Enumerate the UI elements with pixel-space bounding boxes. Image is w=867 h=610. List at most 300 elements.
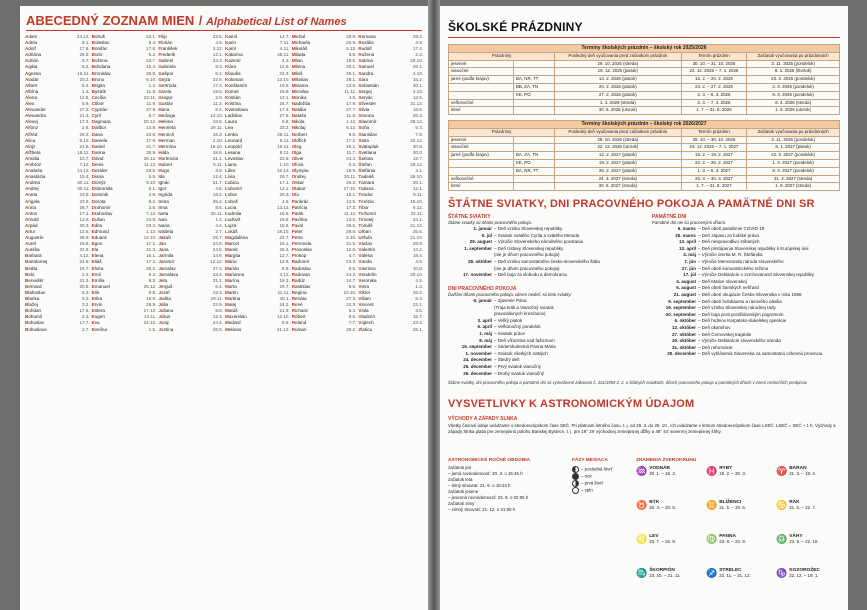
- name: Arnold: [25, 216, 39, 222]
- holiday-name: – Deň vzniku Slovenskej republiky: [494, 226, 563, 231]
- table-cell: [514, 136, 555, 144]
- name: Petronela: [291, 241, 312, 247]
- name-day: 4.5.: [215, 40, 224, 46]
- name: Eva: [91, 320, 100, 326]
- zodiac-dates: 23. 8. – 22. 9.: [719, 539, 747, 545]
- table-title: Termíny školských prázdnin – školský rok 2026/2027: [449, 121, 840, 129]
- name-day: 23.3.: [279, 125, 290, 131]
- name-day: 28.2.: [412, 34, 424, 39]
- name-day: 13.1.: [279, 94, 290, 100]
- name: Júlia: [158, 302, 169, 308]
- name: Bronislav: [91, 70, 111, 76]
- name: Hana: [158, 107, 170, 113]
- name-day: 3.10.: [346, 235, 357, 241]
- name: Natália: [291, 107, 306, 113]
- astro-paragraph: Všetky časové údaje uvádzame v stredoeurópskom čase SEČ. Pri platnosti letného času, t. j. od 29. 3. do 25. 10., ich uvádzame v letnom stredoeurópskom čase LSEČ. LSEČ = SEČ + 1 h. Východy a západy Slnka platia pre zemepisnú polohu Banskej Bystrice, t. j. pre 19° 19' východnej zemepisnej dĺžky a 48° 44' severnej zemepisnej šírky.: [448, 423, 836, 434]
- name-day: 19.3.: [212, 289, 224, 295]
- holidays-table-2025: [448, 44, 840, 115]
- name: František: [158, 46, 178, 52]
- name: Ivan: [158, 216, 168, 222]
- name: Ignác: [158, 180, 170, 186]
- name-day: 3.12.: [279, 271, 290, 277]
- name: Ľudovít: [225, 216, 241, 222]
- zodiac-icon: ♑: [776, 568, 788, 578]
- name: Ctibor: [91, 101, 104, 107]
- name-day: 16.1.: [279, 241, 290, 247]
- zodiac-dates: 21. 5. – 20. 6.: [719, 505, 747, 511]
- name-day: 5.3.: [82, 289, 90, 295]
- name: Rudolf: [358, 46, 372, 52]
- name-day: 18.6.: [346, 58, 357, 64]
- name: Blažej: [25, 302, 38, 308]
- table-row: [449, 167, 840, 175]
- name: Anastázia: [25, 174, 46, 180]
- table-cell: [514, 183, 555, 191]
- zodiac-sign: [636, 534, 694, 545]
- name-day: 2.8.: [82, 125, 90, 131]
- name: Tomáš: [358, 222, 373, 228]
- name: Liana: [225, 161, 237, 167]
- holiday-date: 12. október: [671, 324, 696, 330]
- zodiac-dates: 20. 1. – 18. 2.: [649, 471, 677, 477]
- name-day: 29.1.: [346, 76, 357, 82]
- column-header: Prázdniny: [449, 52, 555, 60]
- name: Irma: [158, 204, 168, 210]
- name-day: 16.3.: [212, 131, 224, 137]
- name-day: 27.7.: [346, 107, 357, 113]
- name-day: 30.11.: [343, 174, 357, 180]
- zodiac-sign: [776, 466, 834, 477]
- name: Slavomír: [358, 119, 377, 125]
- table-cell: 1. 9. 2027 (streda): [747, 183, 840, 191]
- holiday-row: [448, 305, 648, 312]
- name: Monika: [291, 94, 307, 100]
- table-cell: 2. 3. – 6. 3. 2026: [681, 91, 747, 99]
- table-cell: 1. 7. – 31. 8. 2026: [681, 107, 747, 115]
- name: Bohdan: [25, 308, 42, 314]
- name-day: 23.6.: [79, 192, 90, 198]
- table-cell: [514, 144, 555, 152]
- name: Lujza: [225, 222, 237, 228]
- name-day: 24.12.: [143, 320, 157, 326]
- name-day: 29.3.: [79, 222, 90, 228]
- zodiac-icon: ♏: [636, 568, 648, 578]
- name-day: 8.3.: [215, 64, 224, 70]
- name: Maximilián: [225, 314, 247, 320]
- name-day: 27.4.: [212, 265, 224, 271]
- holiday-date: 30. december: [667, 351, 696, 357]
- zodiac-dates: 21. 3. – 19. 4.: [789, 471, 817, 477]
- name-day: 24.3.: [212, 58, 224, 64]
- name-day: 27.6.: [279, 113, 290, 119]
- holiday-name: – Veľký piatok: [494, 317, 523, 323]
- name: Štefánia: [358, 168, 376, 174]
- name-day: 16.7.: [79, 265, 90, 271]
- name: Eliáš: [91, 259, 102, 265]
- moon-phase-label: – prvá štvrť: [581, 480, 604, 486]
- name-day: 13.12.: [276, 204, 290, 210]
- name: Katarína: [225, 52, 243, 58]
- name: Bohuslav: [25, 320, 45, 326]
- name-day: 3.3.: [82, 314, 90, 320]
- name: Božena: [91, 58, 108, 64]
- name: Estera: [91, 308, 105, 314]
- table-cell: 30. 6. 2026 (utorok): [555, 107, 682, 115]
- name-day: 19.5.: [279, 82, 290, 88]
- holiday-name: – Deň vzniku Slovenskej národnej rady: [698, 305, 776, 311]
- zodiac-icon: ♌: [636, 534, 648, 544]
- memorial-days-list: [652, 226, 846, 358]
- name: Tibor: [358, 204, 369, 210]
- name-day: 8.6.: [348, 314, 357, 320]
- name: Anabela: [25, 168, 43, 174]
- name-day: 4.2.: [415, 277, 424, 283]
- name: Herman: [158, 137, 175, 143]
- name: Margita: [225, 253, 241, 259]
- name: Július: [158, 314, 171, 320]
- holiday-date: 28. október: [467, 258, 492, 264]
- right-page: [440, 6, 848, 610]
- name: Patrícia: [291, 204, 308, 210]
- table-cell: 1. 3. 2027 (pondelok): [747, 159, 840, 167]
- name-day: 7.12.: [79, 161, 90, 167]
- holiday-date: 13. apríl: [678, 245, 696, 251]
- name-day: 22.1.: [412, 302, 424, 308]
- name: Sandra: [358, 70, 374, 76]
- name: Milan: [291, 58, 303, 64]
- table-cell: letné: [449, 107, 514, 115]
- name: Alexej: [25, 119, 38, 125]
- name: Emanuel: [91, 283, 110, 289]
- table-cell: 1. 4. 2026 (streda): [555, 99, 682, 107]
- name-day: 19.8.: [279, 216, 290, 222]
- name: Emília: [91, 277, 105, 283]
- holiday-name: – Deň obetí komunistického režimu: [698, 265, 769, 271]
- zodiac-name: ŠKORPIÓN: [649, 568, 675, 573]
- name-day: 31.12.: [410, 101, 424, 107]
- name: Miroslav: [291, 88, 309, 94]
- name-day: 21.10.: [410, 235, 424, 241]
- name: Ľudmila: [225, 210, 242, 216]
- name: Otakar: [291, 186, 306, 192]
- name-day: 7.5.: [415, 131, 424, 137]
- name-day: 28.11.: [210, 125, 224, 131]
- column-header: Termín prázdnin: [681, 128, 747, 136]
- zodiac-dates: 23. 10. – 21. 11.: [649, 573, 681, 579]
- name: Lívia: [225, 174, 235, 180]
- table-row: [449, 76, 840, 84]
- name: Brigita: [91, 82, 105, 88]
- name-day: 5.3.: [415, 125, 424, 131]
- name-day: 9.8.: [215, 308, 224, 314]
- moon-phase-row: [572, 466, 632, 473]
- name-day: 24.1.: [412, 216, 424, 222]
- name-day: 23.3.: [279, 70, 290, 76]
- name-day: 29.1.: [412, 64, 424, 70]
- name-day: 1.12.: [146, 229, 157, 234]
- name-day: 30.11.: [77, 186, 90, 192]
- holiday-name: – Deň boja proti protižidovským pogromom: [698, 311, 784, 317]
- moon-phase-row: [572, 487, 632, 494]
- name: Bruno: [91, 76, 105, 82]
- name-day: 24.6.: [212, 241, 224, 247]
- name: Henrich: [158, 131, 175, 137]
- table-cell: 23. 2. 2026 (pondelok): [747, 76, 840, 84]
- name: Diana: [91, 174, 104, 180]
- name-day: 8.3.: [415, 296, 424, 302]
- name: Edmund: [91, 229, 109, 234]
- name-day: 17.4.: [412, 46, 424, 52]
- name-day: 13.11.: [143, 314, 157, 320]
- name-day: 9.9.: [148, 289, 157, 295]
- name: Vanda: [358, 259, 372, 265]
- name: Milena: [291, 64, 306, 70]
- memorial-sub: Pamätné dni nie sú pracovnými dňami.: [652, 220, 727, 225]
- table-cell: 22. 2. 2027 (pondelok): [747, 152, 840, 160]
- name-day: 24.2.: [279, 302, 290, 308]
- table-cell: 30. 10. – 31. 10. 2025: [681, 60, 747, 68]
- name-day: 17.6.: [79, 308, 90, 314]
- name-day: 1.4.: [415, 283, 424, 289]
- holiday-row: [448, 371, 648, 378]
- name: Magdaléna: [225, 235, 248, 241]
- name-day: 11.7.: [346, 149, 357, 155]
- name: Kristián: [225, 94, 241, 100]
- table-cell: 8. 1. 2026 (štvrtok): [747, 68, 840, 76]
- name: Gabriela: [158, 64, 176, 70]
- holiday-row: [652, 259, 846, 266]
- table-cell: 9. 3. 2026 (pondelok): [747, 91, 840, 99]
- table-row: [449, 107, 840, 115]
- name: Rozália: [358, 40, 374, 46]
- name-day: 26.7.: [279, 174, 290, 180]
- table-cell: jesenné: [449, 60, 514, 68]
- name: Alexander: [25, 107, 46, 113]
- name-day: 25.4.: [279, 247, 290, 253]
- name-day: 8.11.: [279, 149, 290, 155]
- name-day: 13.6.: [79, 216, 90, 222]
- table-cell: 2. 11. 2026 (pondelok): [747, 136, 840, 144]
- name: Vavrinec: [358, 265, 377, 271]
- column-header: Prázdniny: [449, 128, 555, 136]
- name: Vincent: [358, 302, 374, 308]
- state-holidays-title: ŠTÁTNE SVIATKY, DNI PRACOVNÉHO POKOJA A PAMÄTNÉ DNI SR: [448, 198, 815, 210]
- holiday-row: [652, 351, 846, 358]
- holiday-name: – Deň vyhlásenia Slovenska za samostatnú cirkevnú provinciu: [698, 351, 823, 357]
- name-day: 5.2.: [82, 64, 90, 70]
- name: Terézia: [358, 198, 374, 204]
- name-day: 12.1.: [212, 52, 224, 58]
- holiday-row: [652, 239, 846, 246]
- name-day: 30.1.: [279, 296, 290, 302]
- holiday-row: [448, 272, 648, 279]
- name: Darina: [91, 149, 106, 155]
- column-header: Posledný deň vyučovania pred začiatkom prázdnin: [555, 52, 682, 60]
- name: Rastislav: [291, 283, 311, 289]
- holiday-name: – Výročie Deklarácie o zvrchovanosti Slovenskej republiky: [698, 272, 815, 278]
- name-day: 27.10.: [343, 186, 357, 192]
- column-header: Začiatok vyučovania po prázdninách: [747, 128, 840, 136]
- name-row: [92, 327, 157, 333]
- zodiac-sign: [776, 568, 834, 579]
- name: Dominik: [91, 192, 109, 198]
- name: Anton: [25, 210, 38, 216]
- name: Jaromír: [158, 259, 175, 265]
- name: Marián: [225, 265, 240, 271]
- name-day: 14.6.: [212, 253, 224, 259]
- name-day: 18.6.: [212, 149, 224, 155]
- name-day: 4.11.: [279, 46, 290, 52]
- name: Dana: [91, 131, 103, 137]
- holiday-name: – Deň vzniku samostatného česko-slovenského štátu: [494, 258, 601, 264]
- table-cell: [514, 68, 555, 76]
- name: Aneta: [25, 192, 38, 198]
- name: Viktor: [358, 289, 371, 295]
- name: Aurel: [25, 241, 36, 247]
- name: Róbert: [291, 314, 306, 320]
- holiday-name: – Výročie Deklarácie slovenského národa: [698, 338, 781, 344]
- name: Ľubica: [225, 180, 239, 186]
- name: Matej: [225, 302, 237, 308]
- name-day: 29.12.: [143, 155, 157, 161]
- name-day: 25.11.: [210, 210, 224, 216]
- name-day: 15.5.: [279, 222, 290, 228]
- name-day: 17.1.: [79, 210, 90, 216]
- legal-note: Štátne sviatky, dni pracovného pokoja a pamätné dni sú vymedzené zákonom č. 241/1993 Z. z. o štátnych sviatkoch, dňoch pracovného pokoja a pamätných dňoch v znení neskorších predpisov.: [448, 380, 808, 385]
- name-day: 12.7.: [412, 155, 424, 161]
- name-day: 23.1.: [146, 34, 157, 39]
- table-cell: vianočné: [449, 144, 514, 152]
- name-day: 5.2.: [148, 52, 157, 58]
- name-day: 6.4.: [215, 107, 224, 113]
- name-day: 30.11.: [77, 180, 90, 186]
- name-day: 23.10.: [343, 289, 357, 295]
- holiday-name: – Deň reformácie: [698, 344, 733, 350]
- name: Sebastián: [358, 82, 379, 88]
- name: Hedviga: [158, 113, 176, 119]
- name-day: 29.6.: [346, 222, 357, 228]
- holiday-row: [448, 357, 648, 364]
- name-day: 4.10.: [412, 88, 424, 94]
- name: Dionýz: [91, 180, 106, 186]
- name: Štefan: [358, 161, 372, 167]
- name: Tatiana: [358, 186, 374, 192]
- column-header: Posledný deň vyučovania pred začiatkom prázdnin: [555, 128, 682, 136]
- name: Svetlana: [358, 149, 377, 155]
- name-day: 26.7.: [79, 204, 90, 210]
- name: Radovan: [291, 271, 311, 277]
- holiday-name: – Deň Matice slovenskej: [698, 278, 747, 284]
- name: Bohdana: [91, 64, 111, 70]
- name: Oskar: [291, 180, 304, 186]
- table-cell: jesenné: [449, 136, 514, 144]
- zodiac-name: VODNÁR: [649, 466, 671, 471]
- name-day: 25.1.: [346, 143, 357, 149]
- holiday-date: 6. marec: [677, 226, 696, 231]
- name-day: 17.1.: [146, 241, 157, 247]
- name-day: 11.12.: [343, 210, 357, 216]
- holiday-name: (nie je dňom pracovného pokoja): [494, 252, 560, 258]
- zodiac-dates: 23. 7. – 22. 8.: [649, 539, 677, 545]
- holiday-name: – Deň nespravodlivo stíhaných: [698, 239, 760, 245]
- name: Levoslav: [225, 155, 244, 161]
- name-day: 7.12.: [146, 210, 157, 216]
- zodiac-icon: ♓: [706, 466, 718, 476]
- name-day: 4.8.: [148, 192, 157, 198]
- name: Simona: [358, 113, 374, 119]
- holiday-name: – Deň obetí banských nešťastí: [698, 285, 759, 291]
- zodiac-dates: 20. 4. – 20. 5.: [649, 505, 677, 511]
- table-row: [449, 99, 840, 107]
- name-day: 12.5.: [346, 198, 357, 204]
- name-day: 10.7.: [79, 155, 90, 161]
- name: Aurélia: [25, 247, 40, 253]
- holiday-row: [448, 351, 648, 358]
- name-day: 12.8.: [279, 64, 290, 70]
- name: Denis: [91, 161, 104, 167]
- rest-sub: Ďalšími dňami pracovného pokoja, okrem nedieľ, sú tieto sviatky:: [448, 292, 572, 297]
- name: Oldřich: [291, 137, 307, 143]
- name-day: 27.3.: [346, 296, 357, 302]
- name-day: 24.7.: [279, 101, 290, 107]
- name: Zlatica: [358, 326, 372, 332]
- name-day: 25.12.: [143, 283, 157, 289]
- name-day: 29.9.: [346, 34, 357, 39]
- holiday-name: – Sviatok práce: [494, 330, 526, 336]
- zodiac-dates: 21. 6. – 22. 7.: [789, 505, 817, 511]
- moon-phases-list: [572, 466, 632, 494]
- table-row: [449, 60, 840, 68]
- name: Miloslav: [291, 76, 309, 82]
- holiday-date: 6. január: [473, 298, 492, 303]
- name: Cecília: [91, 94, 106, 100]
- name: Henrieta: [158, 125, 176, 131]
- name-day: 17.3.: [346, 204, 357, 210]
- holiday-date: 13. apríl: [678, 239, 696, 245]
- name-day: 12.1.: [279, 186, 290, 192]
- name-day: 17.3.: [146, 259, 157, 265]
- name-day: 24.4.: [212, 320, 224, 326]
- table-cell: 12. 2. 2027 (piatok): [555, 152, 682, 160]
- name: Michal: [291, 34, 305, 39]
- holiday-row: [448, 259, 648, 266]
- name: Ondrej: [291, 174, 306, 180]
- name-day: 28.11.: [277, 131, 290, 137]
- name: Emil: [91, 271, 101, 277]
- name-day: 17.2.: [346, 137, 357, 143]
- name-day: 17.3.: [212, 82, 224, 88]
- table-cell: 22. 2. – 26. 2. 2027: [681, 159, 747, 167]
- table-header-row: [449, 52, 840, 60]
- name-day: 4.4.: [215, 222, 224, 228]
- name-day: 4.7.: [348, 253, 357, 259]
- name: Regína: [291, 289, 307, 295]
- name: Dorota: [91, 198, 106, 204]
- state-holidays-list: [448, 226, 648, 279]
- name: Marek: [225, 247, 238, 253]
- name-day: 17.4.: [279, 107, 290, 113]
- name-day: 22.5.: [212, 76, 224, 82]
- name: Koloman: [225, 76, 244, 82]
- name: Egon: [91, 241, 103, 247]
- table-cell: 1. 7. – 31. 8. 2027: [681, 183, 747, 191]
- name: Gertrúda: [158, 82, 177, 88]
- name-day: 12.10.: [276, 314, 290, 320]
- name-day: 5.4.: [348, 308, 357, 314]
- name-day: 31.7.: [212, 180, 224, 186]
- name-day: 15.11.: [277, 143, 290, 149]
- name: Veronika: [358, 277, 377, 283]
